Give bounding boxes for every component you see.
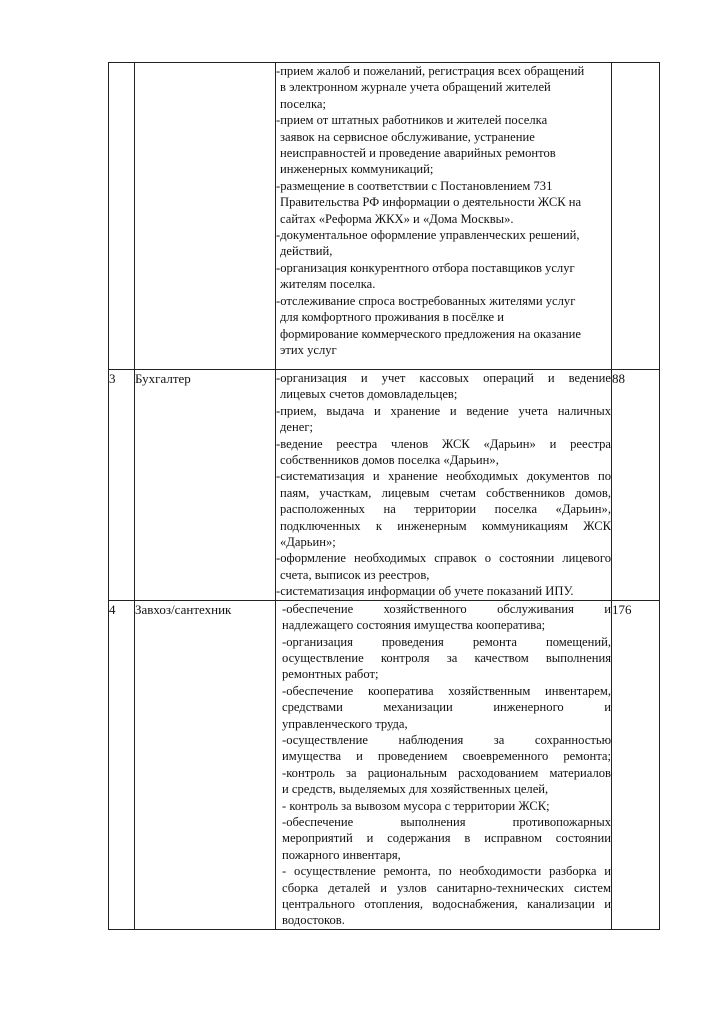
row-number-cell (109, 63, 135, 370)
duty-line: лицевых счетов домовладельцев; (280, 387, 458, 402)
duty-line: паям, участкам, лицевым счетам собственников домов, (280, 485, 611, 500)
duty-line: расположенных на территории поселка «Дарьин», (280, 502, 611, 517)
duty-line: действий, (280, 244, 333, 259)
duty-line: -ведение реестра членов ЖСК «Дарьин» и реестра (276, 436, 611, 451)
duty-line: формирование коммерческого предложения на оказание (280, 326, 582, 341)
duty-line: - контроль за вывозом мусора с территории ЖСК; (282, 798, 550, 813)
duty-line: центрального отопления, водоснабжения, канализации и (282, 897, 611, 911)
row-number-cell: 3 (109, 370, 135, 601)
duty-line: -осуществление наблюдения за сохранностью (282, 732, 611, 747)
position-cell (135, 63, 276, 370)
duty-line: Правительства РФ информации о деятельности ЖСК на (280, 195, 582, 210)
duty-line: -размещение в соответствии с Постановлением 731 (276, 178, 553, 193)
count-cell: 88 (612, 370, 660, 601)
table-row (109, 600, 660, 929)
duty-line: неисправностей и проведение аварийных ремонтов (280, 146, 556, 161)
count-cell: 176 (612, 600, 660, 929)
duty-line: средствами механизации инженерного и (282, 700, 611, 715)
duty-line: -документальное оформление управленческих решений, (276, 228, 580, 243)
table-row (109, 370, 660, 601)
duty-line: -отслеживание спроса востребованных жителями услуг (276, 293, 576, 308)
duty-line: -прием от штатных работников и жителей поселка (276, 113, 548, 128)
table-row (109, 63, 660, 370)
duty-line: надлежащего состояния имущества кооператива; (282, 618, 546, 633)
duties-cell (276, 370, 612, 601)
duty-line: -организация проведения ремонта помещений, (282, 634, 611, 649)
duty-line: -обеспечение выполнения противопожарных (282, 814, 611, 829)
duty-line: сборка деталей и узлов санитарно-технических систем (282, 880, 611, 895)
duty-line: -обеспечение хозяйственного обслуживания и (282, 601, 611, 616)
duty-line: счета, выписок из реестров, (280, 567, 430, 582)
duty-line: подключенных к инженерным коммуникациям ЖСК (280, 518, 611, 533)
position-cell: Завхоз/сантехник (135, 600, 276, 929)
duty-line: осуществление контроля за качеством выполнения (282, 650, 611, 665)
duties-cell (276, 600, 612, 929)
position-cell: Бухгалтер (135, 370, 276, 601)
duty-line: сайтах «Реформа ЖКХ» и «Дома Москвы». (280, 211, 514, 226)
duty-line: -обеспечение кооператива хозяйственным инвентарем, (282, 683, 611, 698)
duty-line: поселка; (280, 96, 326, 111)
row-number-cell: 4 (109, 600, 135, 929)
duty-line: в электронном журнале учета обращений жителей (280, 80, 551, 95)
duty-line: денег; (280, 420, 313, 435)
duty-line: заявок на сервисное обслуживание, устранение (280, 129, 535, 144)
duty-line: пожарного инвентаря, (282, 847, 401, 862)
duty-line: -оформление необходимых справок о состоянии лицевого (276, 551, 611, 566)
duty-line: этих услуг (280, 342, 337, 357)
duty-line: -прием, выдача и хранение и ведение учета наличных (276, 403, 611, 418)
duty-line: имущества и проведением своевременного ремонта; (282, 749, 611, 764)
duty-line: ремонтных работ; (282, 667, 379, 682)
duties-cell (276, 63, 612, 370)
duty-line: жителям поселка. (280, 277, 376, 292)
count-cell (612, 63, 660, 370)
duty-line: -систематизация и хранение необходимых документов по (276, 469, 611, 484)
duty-line: -организация и учет кассовых операций и ведение (276, 371, 611, 385)
duties-table (108, 62, 660, 930)
duty-line: собственников домов поселка «Дарьин», (280, 453, 499, 468)
duty-line: «Дарьин»; (280, 535, 336, 550)
duty-line: управленческого труда, (282, 716, 408, 731)
duty-line: для комфортного проживания в посёлке и (280, 310, 505, 325)
duty-line: -организация конкурентного отбора поставщиков услуг (276, 260, 575, 275)
duty-line: водостоков. (282, 913, 345, 928)
duty-line: -контроль за рациональным расходованием материалов (282, 765, 611, 780)
duty-line: -систематизация информации об учете показаний ИПУ. (276, 584, 574, 599)
duty-line: инженерных коммуникаций; (280, 162, 434, 177)
duty-line: и средств, выделяемых для хозяйственных целей, (282, 782, 549, 797)
duty-line: мероприятий и содержания в исправном состоянии (282, 831, 611, 846)
duty-line: - осуществление ремонта, по необходимости разборка и (282, 864, 611, 879)
duty-line: -прием жалоб и пожеланий, регистрация всех обращений (276, 64, 585, 78)
